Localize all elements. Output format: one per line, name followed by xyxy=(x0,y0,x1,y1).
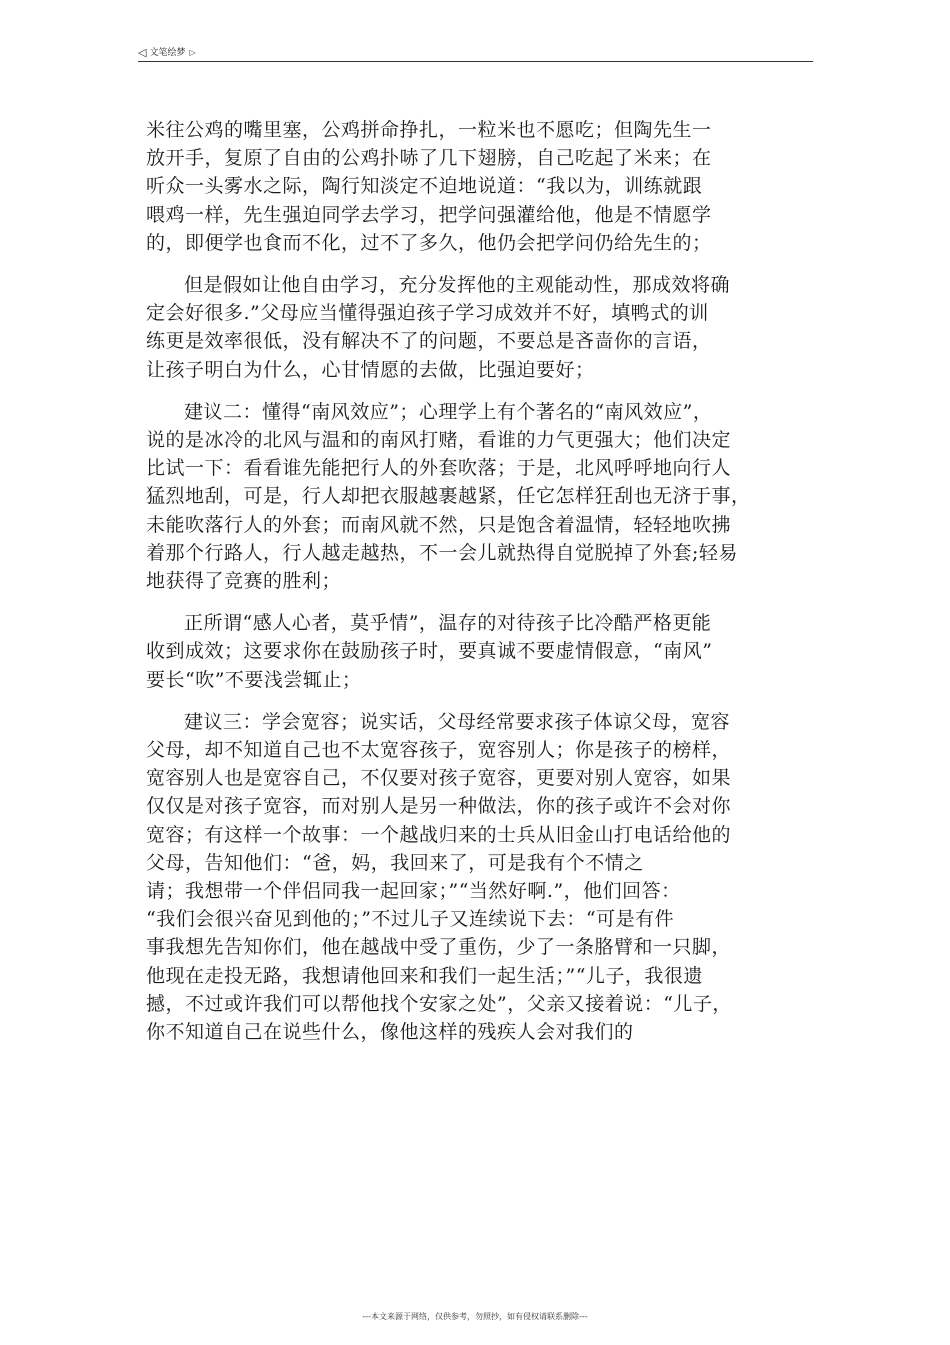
text-line: 父母，却不知道自己也不太宽容孩子，宽容别人；你是孩子的榜样， xyxy=(146,739,732,762)
text-line: 事我想先告知你们，他在越战中受了重伤，少了一条胳臂和一只脚， xyxy=(146,936,732,959)
text-line: 地获得了竞赛的胜利； xyxy=(146,570,342,593)
text-line: 的，即便学也食而不化，过不了多久，他仍会把学问仍给先生的； xyxy=(146,231,712,254)
text-line: 米往公鸡的嘴里塞，公鸡拼命挣扎，一粒米也不愿吃；但陶先生一 xyxy=(146,119,712,141)
text-line: 建议二：懂得“南风效应”；心理学上有个著名的“南风效应”， xyxy=(184,400,713,423)
text-line: 着那个行路人，行人越走越热，不一会儿就热得自觉脱掉了外套;轻易 xyxy=(146,541,738,564)
text-line: 让孩子明白为什么，心甘情愿的去做，比强迫要好； xyxy=(146,358,595,381)
header-title: 文笔绘梦 xyxy=(149,48,186,58)
text-line: 猛烈地刮，可是，行人却把衣服越裹越紧，任它怎样狂刮也无济于事， xyxy=(146,485,751,508)
text-line: 建议三：学会宽容；说实话，父母经常要求孩子体谅父母，宽容 xyxy=(184,710,731,733)
text-line: “我们会很兴奋见到他的；”不过儿子又连续说下去：“可是有件 xyxy=(146,908,675,931)
text-line: 仅仅是对孩子宽容，而对别人是另一种做法，你的孩子或许不会对你 xyxy=(146,795,732,818)
triangle-right-icon: ▷ xyxy=(189,48,196,57)
text-line: 撼，不过或许我们可以帮他找个安家之处”，父亲又接着说：“儿子， xyxy=(146,992,732,1015)
paragraph xyxy=(146,609,806,694)
text-line: 宽容别人也是宽容自己，不仅要对孩子宽容，更要对别人宽容，如果 xyxy=(146,767,732,790)
paragraph xyxy=(146,271,806,384)
text-line: 请；我想带一个伴侣同我一起回家；”“当然好啊.”，他们回答： xyxy=(146,880,681,903)
text-line: 放开手，复原了自由的公鸡扑哧了几下翅膀，自己吃起了米来；在 xyxy=(146,147,712,170)
text-line: 正所谓“感人心者，莫乎情”，温存的对待孩子比冷酷严格更能 xyxy=(184,612,712,635)
text-line: 定会好很多.”父母应当懂得强迫孩子学习成效并不好，填鸭式的训 xyxy=(146,302,709,325)
text-line: 你不知道自己在说些什么，像他这样的残疾人会对我们的 xyxy=(146,1021,634,1044)
paragraph xyxy=(146,708,806,1046)
triangle-left-icon: ◁ xyxy=(138,46,147,59)
text-line: 要长“吹”不要浅尝辄止； xyxy=(146,668,362,691)
text-line: 他现在走投无路，我想请他回来和我们一起生活；”“儿子，我很遗 xyxy=(146,964,703,987)
page-footer: ---本文来源于网络，仅供参考，勿照抄，如有侵权请联系删除--- xyxy=(362,1312,588,1321)
text-line: 宽容；有这样一个故事：一个越战归来的士兵从旧金山打电话给他的 xyxy=(146,823,732,846)
text-line: 比试一下：看看谁先能把行人的外套吹落；于是，北风呼呼地向行人 xyxy=(146,457,732,480)
text-line: 喂鸡一样，先生强迫同学去学习，把学问强灌给他，他是不情愿学 xyxy=(146,203,712,226)
text-line: 收到成效；这要求你在鼓励孩子时，要真诚不要虚情假意，“南风” xyxy=(146,640,713,663)
text-line: 听众一头雾水之际，陶行知淡定不迫地说道：“我以为，训练就跟 xyxy=(146,175,703,198)
paragraph xyxy=(146,116,806,257)
text-line: 练更是效率很低，没有解决不了的问题，不要总是吝啬你的言语， xyxy=(146,330,712,353)
text-line: 说的是冰冷的北风与温和的南风打赌，看谁的力气更强大；他们决定 xyxy=(146,429,732,452)
paragraph xyxy=(146,398,806,595)
page-header xyxy=(138,44,813,62)
text-line: 未能吹落行人的外套；而南风就不然，只是饱含着温情，轻轻地吹拂 xyxy=(146,513,732,536)
text-line: 但是假如让他自由学习，充分发挥他的主观能动性，那成效将确 xyxy=(184,274,731,297)
text-line: 父母，告知他们：“爸，妈，我回来了，可是我有个不情之 xyxy=(146,851,644,874)
document-body xyxy=(146,116,806,1060)
